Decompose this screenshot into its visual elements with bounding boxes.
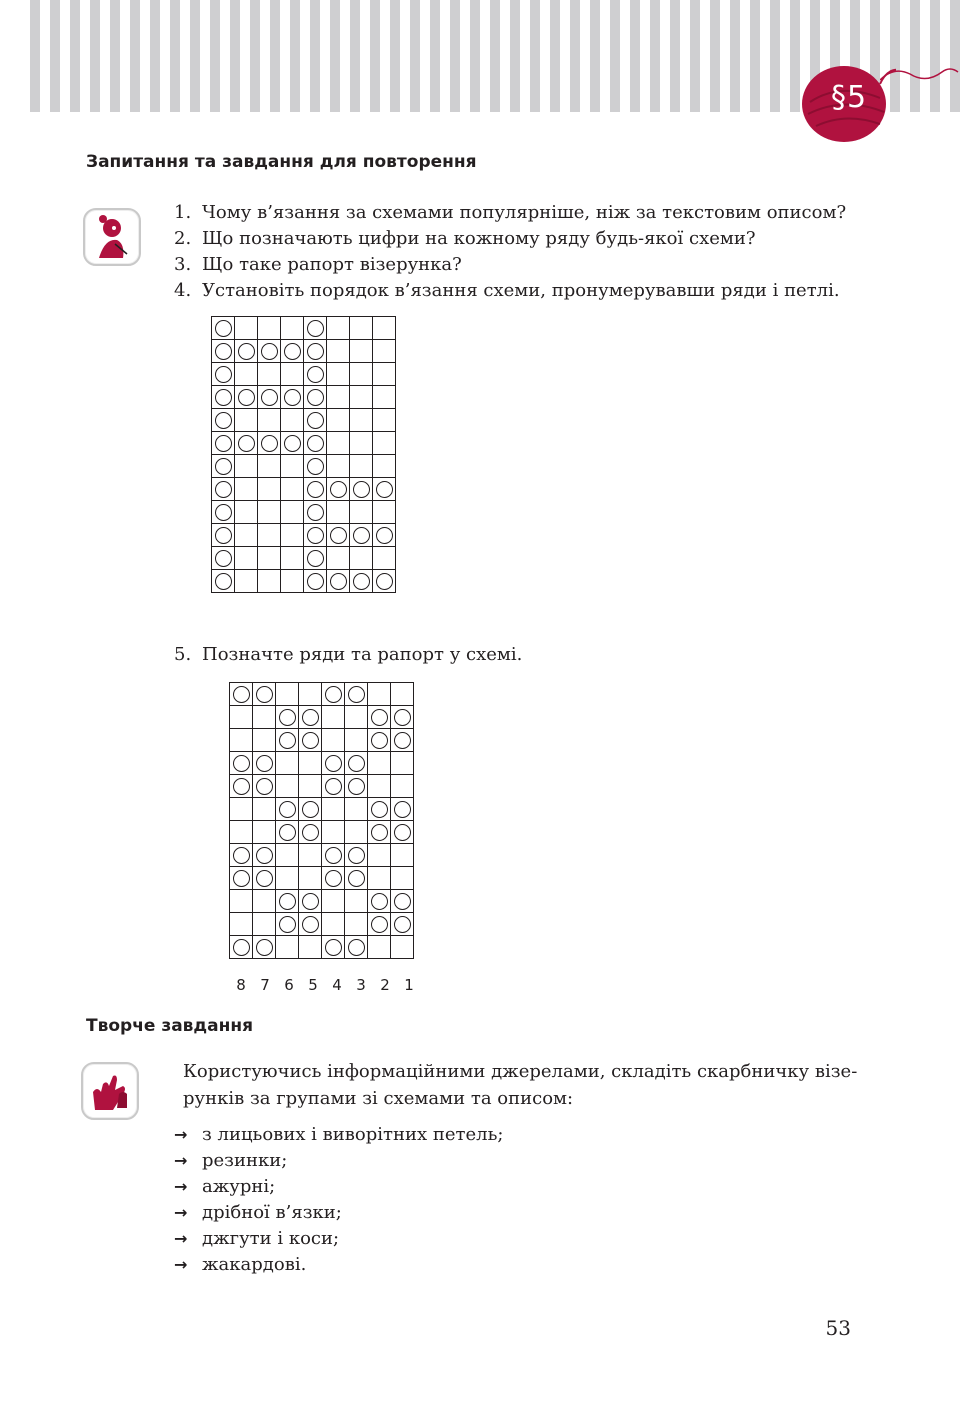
chart-row xyxy=(230,706,414,729)
knit-stitch-cell xyxy=(281,455,304,478)
purl-stitch-cell xyxy=(391,913,414,936)
chart-row xyxy=(230,798,414,821)
chart-row xyxy=(212,317,396,340)
knit-stitch-cell xyxy=(281,524,304,547)
knit-stitch-cell xyxy=(373,340,396,363)
purl-stitch-cell xyxy=(212,524,235,547)
purl-stitch-cell xyxy=(373,524,396,547)
purl-stitch-cell xyxy=(345,775,368,798)
knit-stitch-cell xyxy=(350,386,373,409)
knit-stitch-cell xyxy=(350,501,373,524)
purl-stitch-cell xyxy=(299,729,322,752)
knit-stitch-cell xyxy=(299,936,322,959)
knit-stitch-cell xyxy=(276,936,299,959)
purl-stitch-cell xyxy=(345,844,368,867)
purl-stitch-cell xyxy=(391,890,414,913)
chart-row xyxy=(212,524,396,547)
purl-stitch-cell xyxy=(253,683,276,706)
creative-heading: Творче завдання xyxy=(86,1016,254,1036)
list-item: 2. Що позначають цифри на кожному ряду будь-якої схеми? xyxy=(174,228,756,249)
knit-stitch-cell xyxy=(350,363,373,386)
purl-stitch-cell xyxy=(230,752,253,775)
chart-row xyxy=(212,478,396,501)
knit-stitch-cell xyxy=(258,570,281,593)
purl-stitch-cell xyxy=(299,821,322,844)
knit-stitch-cell xyxy=(368,752,391,775)
knit-stitch-cell xyxy=(373,501,396,524)
purl-stitch-cell xyxy=(391,821,414,844)
purl-stitch-cell xyxy=(322,752,345,775)
page-number: 53 xyxy=(825,1316,851,1340)
purl-stitch-cell xyxy=(345,683,368,706)
purl-stitch-cell xyxy=(281,432,304,455)
column-number: 7 xyxy=(260,976,270,994)
knit-stitch-cell xyxy=(299,844,322,867)
purl-stitch-cell xyxy=(276,821,299,844)
purl-stitch-cell xyxy=(212,317,235,340)
knit-stitch-cell xyxy=(350,409,373,432)
knit-stitch-cell xyxy=(235,570,258,593)
list-item: → резинки; xyxy=(174,1148,503,1174)
knit-stitch-cell xyxy=(230,706,253,729)
knit-stitch-cell xyxy=(281,363,304,386)
chart-row xyxy=(212,340,396,363)
purl-stitch-cell xyxy=(230,867,253,890)
knit-stitch-cell xyxy=(281,317,304,340)
list-item: → дрібної в’язки; xyxy=(174,1200,503,1226)
purl-stitch-cell xyxy=(350,478,373,501)
purl-stitch-cell xyxy=(350,570,373,593)
knit-stitch-cell xyxy=(327,363,350,386)
arrow-right-icon: → xyxy=(174,1203,188,1222)
knit-stitch-cell xyxy=(345,798,368,821)
purl-stitch-cell xyxy=(258,432,281,455)
knit-stitch-cell xyxy=(230,821,253,844)
chart-row xyxy=(230,683,414,706)
purl-stitch-cell xyxy=(230,936,253,959)
purl-stitch-cell xyxy=(299,798,322,821)
purl-stitch-cell xyxy=(368,890,391,913)
knit-stitch-cell xyxy=(258,363,281,386)
knit-stitch-cell xyxy=(253,913,276,936)
knit-stitch-cell xyxy=(368,867,391,890)
purl-stitch-cell xyxy=(304,340,327,363)
review-heading: Запитання та завдання для повторення xyxy=(86,152,477,172)
column-number: 5 xyxy=(308,976,318,994)
knit-stitch-cell xyxy=(327,547,350,570)
purl-stitch-cell xyxy=(253,936,276,959)
purl-stitch-cell xyxy=(304,455,327,478)
knitting-chart-1 xyxy=(211,316,396,593)
list-item: → жакардові. xyxy=(174,1252,503,1278)
knit-stitch-cell xyxy=(258,547,281,570)
list-item: 3. Що таке рапорт візерунка? xyxy=(174,254,462,275)
purl-stitch-cell xyxy=(345,752,368,775)
purl-stitch-cell xyxy=(322,867,345,890)
knit-stitch-cell xyxy=(253,890,276,913)
purl-stitch-cell xyxy=(327,524,350,547)
purl-stitch-cell xyxy=(327,570,350,593)
knit-stitch-cell xyxy=(276,867,299,890)
purl-stitch-cell xyxy=(368,913,391,936)
knit-stitch-cell xyxy=(235,317,258,340)
purl-stitch-cell xyxy=(212,432,235,455)
knit-stitch-cell xyxy=(350,455,373,478)
knit-stitch-cell xyxy=(258,409,281,432)
purl-stitch-cell xyxy=(299,913,322,936)
purl-stitch-cell xyxy=(304,501,327,524)
purl-stitch-cell xyxy=(230,775,253,798)
purl-stitch-cell xyxy=(322,936,345,959)
column-number: 4 xyxy=(332,976,342,994)
purl-stitch-cell xyxy=(373,570,396,593)
knit-stitch-cell xyxy=(281,570,304,593)
purl-stitch-cell xyxy=(212,570,235,593)
purl-stitch-cell xyxy=(276,913,299,936)
purl-stitch-cell xyxy=(350,524,373,547)
purl-stitch-cell xyxy=(373,478,396,501)
purl-stitch-cell xyxy=(368,706,391,729)
knit-stitch-cell xyxy=(350,547,373,570)
knit-stitch-cell xyxy=(322,729,345,752)
knit-stitch-cell xyxy=(230,913,253,936)
knit-stitch-cell xyxy=(327,501,350,524)
knit-stitch-cell xyxy=(235,547,258,570)
knit-stitch-cell xyxy=(327,432,350,455)
knit-stitch-cell xyxy=(258,478,281,501)
chart-row xyxy=(230,890,414,913)
knit-stitch-cell xyxy=(391,752,414,775)
knit-stitch-cell xyxy=(391,844,414,867)
knit-stitch-cell xyxy=(373,317,396,340)
knit-stitch-cell xyxy=(276,683,299,706)
purl-stitch-cell xyxy=(212,386,235,409)
chart-row xyxy=(230,867,414,890)
knit-stitch-cell xyxy=(322,913,345,936)
knit-stitch-cell xyxy=(235,501,258,524)
knit-stitch-cell xyxy=(281,501,304,524)
purl-stitch-cell xyxy=(304,363,327,386)
chart-row xyxy=(230,752,414,775)
purl-stitch-cell xyxy=(368,798,391,821)
creative-bullets xyxy=(174,1122,503,1278)
purl-stitch-cell xyxy=(368,821,391,844)
chart-row xyxy=(230,936,414,959)
purl-stitch-cell xyxy=(281,340,304,363)
column-number: 6 xyxy=(284,976,294,994)
knit-stitch-cell xyxy=(276,752,299,775)
knit-stitch-cell xyxy=(258,455,281,478)
arrow-right-icon: → xyxy=(174,1255,188,1274)
purl-stitch-cell xyxy=(253,752,276,775)
knit-stitch-cell xyxy=(299,867,322,890)
knit-stitch-cell xyxy=(373,432,396,455)
purl-stitch-cell xyxy=(391,798,414,821)
purl-stitch-cell xyxy=(276,729,299,752)
section-number: §5 xyxy=(830,80,868,115)
knit-stitch-cell xyxy=(345,821,368,844)
knit-stitch-cell xyxy=(299,683,322,706)
chart-row xyxy=(212,432,396,455)
question-5: 5. Позначте ряди та рапорт у схемі. xyxy=(174,644,523,665)
knit-stitch-cell xyxy=(281,478,304,501)
knit-stitch-cell xyxy=(276,844,299,867)
knit-stitch-cell xyxy=(230,729,253,752)
purl-stitch-cell xyxy=(327,478,350,501)
chart-row xyxy=(212,455,396,478)
purl-stitch-cell xyxy=(304,547,327,570)
chart-row xyxy=(230,729,414,752)
chart-row xyxy=(212,409,396,432)
knit-stitch-cell xyxy=(350,432,373,455)
purl-stitch-cell xyxy=(304,317,327,340)
knit-stitch-cell xyxy=(373,363,396,386)
purl-stitch-cell xyxy=(322,683,345,706)
knit-stitch-cell xyxy=(327,340,350,363)
knit-stitch-cell xyxy=(327,317,350,340)
knit-stitch-cell xyxy=(322,706,345,729)
knit-stitch-cell xyxy=(345,706,368,729)
purl-stitch-cell xyxy=(391,706,414,729)
knit-stitch-cell xyxy=(345,729,368,752)
girl-thinking-icon xyxy=(83,208,141,266)
knit-stitch-cell xyxy=(373,386,396,409)
purl-stitch-cell xyxy=(235,432,258,455)
knit-stitch-cell xyxy=(235,478,258,501)
creative-text: Користуючись інформаційними джерелами, складіть скарбничку візе- рунків за групами зі схемами та описом: xyxy=(183,1061,858,1109)
knit-stitch-cell xyxy=(235,409,258,432)
purl-stitch-cell xyxy=(258,386,281,409)
arrow-right-icon: → xyxy=(174,1177,188,1196)
purl-stitch-cell xyxy=(212,363,235,386)
purl-stitch-cell xyxy=(345,936,368,959)
knit-stitch-cell xyxy=(391,936,414,959)
purl-stitch-cell xyxy=(299,890,322,913)
purl-stitch-cell xyxy=(253,775,276,798)
purl-stitch-cell xyxy=(235,386,258,409)
purl-stitch-cell xyxy=(345,867,368,890)
purl-stitch-cell xyxy=(368,729,391,752)
column-number: 3 xyxy=(356,976,366,994)
knit-stitch-cell xyxy=(258,317,281,340)
review-questions xyxy=(174,200,846,304)
chart-row xyxy=(212,386,396,409)
knit-stitch-cell xyxy=(253,729,276,752)
knit-stitch-cell xyxy=(258,524,281,547)
purl-stitch-cell xyxy=(212,409,235,432)
knit-stitch-cell xyxy=(253,821,276,844)
list-item: → з лицьових і виворітних петель; xyxy=(174,1122,503,1148)
purl-stitch-cell xyxy=(253,844,276,867)
purl-stitch-cell xyxy=(304,432,327,455)
knit-stitch-cell xyxy=(299,752,322,775)
arrow-right-icon: → xyxy=(174,1151,188,1170)
purl-stitch-cell xyxy=(230,683,253,706)
chart-row xyxy=(230,775,414,798)
purl-stitch-cell xyxy=(322,844,345,867)
knit-stitch-cell xyxy=(373,409,396,432)
knit-stitch-cell xyxy=(368,844,391,867)
purl-stitch-cell xyxy=(391,729,414,752)
purl-stitch-cell xyxy=(304,386,327,409)
knit-stitch-cell xyxy=(391,775,414,798)
knit-stitch-cell xyxy=(253,706,276,729)
knit-stitch-cell xyxy=(327,455,350,478)
knitting-chart-2 xyxy=(229,682,414,959)
knit-stitch-cell xyxy=(258,501,281,524)
purl-stitch-cell xyxy=(230,844,253,867)
list-item: 4. Установіть порядок в’язання схеми, пронумерувавши ряди і петлі. xyxy=(174,280,840,301)
purl-stitch-cell xyxy=(304,478,327,501)
knit-stitch-cell xyxy=(322,798,345,821)
knit-stitch-cell xyxy=(230,890,253,913)
chart-row xyxy=(212,501,396,524)
chart-row xyxy=(230,844,414,867)
knit-stitch-cell xyxy=(281,547,304,570)
knit-stitch-cell xyxy=(345,890,368,913)
knit-stitch-cell xyxy=(281,409,304,432)
column-number: 1 xyxy=(404,976,414,994)
knit-stitch-cell xyxy=(345,913,368,936)
knit-stitch-cell xyxy=(327,409,350,432)
list-item: → ажурні; xyxy=(174,1174,503,1200)
knit-stitch-cell xyxy=(230,798,253,821)
purl-stitch-cell xyxy=(276,706,299,729)
knit-stitch-cell xyxy=(235,455,258,478)
knit-stitch-cell xyxy=(322,890,345,913)
arrow-right-icon: → xyxy=(174,1229,188,1248)
knit-stitch-cell xyxy=(235,524,258,547)
hands-icon xyxy=(81,1062,139,1120)
knit-stitch-cell xyxy=(368,683,391,706)
knit-stitch-cell xyxy=(368,936,391,959)
purl-stitch-cell xyxy=(212,340,235,363)
knit-stitch-cell xyxy=(391,867,414,890)
purl-stitch-cell xyxy=(212,478,235,501)
list-item: → джгути і коси; xyxy=(174,1226,503,1252)
knit-stitch-cell xyxy=(299,775,322,798)
knit-stitch-cell xyxy=(322,821,345,844)
purl-stitch-cell xyxy=(322,775,345,798)
purl-stitch-cell xyxy=(276,890,299,913)
purl-stitch-cell xyxy=(212,455,235,478)
knit-stitch-cell xyxy=(276,775,299,798)
arrow-right-icon: → xyxy=(174,1125,188,1144)
purl-stitch-cell xyxy=(304,524,327,547)
chart-row xyxy=(212,363,396,386)
knit-stitch-cell xyxy=(253,798,276,821)
chart-row xyxy=(212,570,396,593)
purl-stitch-cell xyxy=(253,867,276,890)
list-item: 1. Чому в’язання за схемами популярніше, ніж за текстовим описом? xyxy=(174,202,847,223)
knit-stitch-cell xyxy=(327,386,350,409)
purl-stitch-cell xyxy=(304,570,327,593)
knit-stitch-cell xyxy=(373,455,396,478)
purl-stitch-cell xyxy=(235,340,258,363)
knit-stitch-cell xyxy=(235,363,258,386)
purl-stitch-cell xyxy=(276,798,299,821)
knit-stitch-cell xyxy=(373,547,396,570)
column-number: 2 xyxy=(380,976,390,994)
knit-stitch-cell xyxy=(368,775,391,798)
purl-stitch-cell xyxy=(212,547,235,570)
chart-row xyxy=(230,821,414,844)
purl-stitch-cell xyxy=(258,340,281,363)
chart-row xyxy=(212,547,396,570)
knit-stitch-cell xyxy=(350,340,373,363)
column-numbers xyxy=(229,976,421,994)
chart-row xyxy=(230,913,414,936)
purl-stitch-cell xyxy=(281,386,304,409)
knit-stitch-cell xyxy=(391,683,414,706)
knit-stitch-cell xyxy=(350,317,373,340)
purl-stitch-cell xyxy=(304,409,327,432)
column-number: 8 xyxy=(236,976,246,994)
purl-stitch-cell xyxy=(299,706,322,729)
purl-stitch-cell xyxy=(212,501,235,524)
